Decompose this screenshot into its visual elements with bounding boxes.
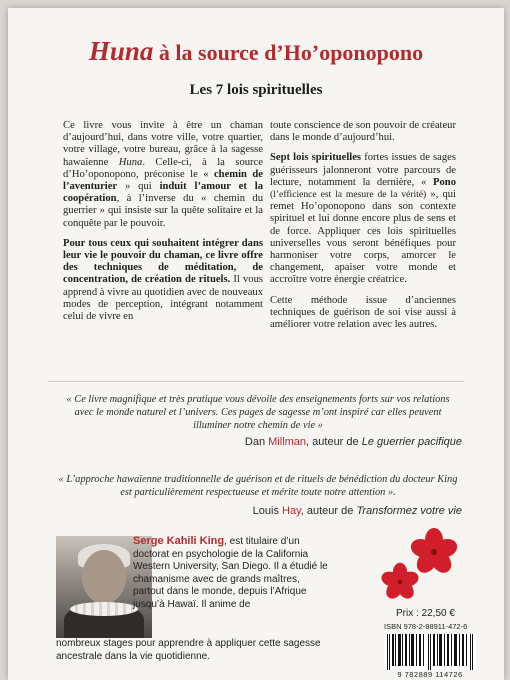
barcode-number: 9 782889 114726 <box>397 670 463 679</box>
isbn-label: ISBN 978-2-88911-472-6 <box>384 622 468 631</box>
testimonial-quote: « Ce livre magnifique et très pratique vous dévoile des enseignements forts sur vos relations avec le monde naturel et l’univers. Ces pages de sagesse m’ont inspiré car elles peuvent illuminer notre chemin de vie » <box>66 394 450 431</box>
price-label: Prix : 22,50 € <box>396 608 455 619</box>
hibiscus-flowers-icon <box>376 528 476 608</box>
testimonial-quote: « L’approche hawaïenne traditionnelle de guérison et de rituels de bénédiction du docteur King est particulièrement respectueuse et mérite toute notre attention ». <box>58 474 458 498</box>
right-text-column <box>270 120 456 339</box>
left-text-column <box>63 120 263 331</box>
testimonial-attribution: Louis Hay, auteur de Transformez votre vie <box>252 505 462 517</box>
testimonial-attribution: Dan Millman, auteur de Le guerrier pacifique <box>244 436 462 448</box>
author-bio-continued: nombreux stages pour apprendre à appliquer cette sagesse ancestrale dans la vie quotidienne. <box>56 638 321 662</box>
paragraph: Pour tous ceux qui souhaitent intégrer dans leur vie le pouvoir du chaman, ce livre offre des techniques de méditation, de concentration, de création de rituels. Il vous apprend à vivre au quotidien avec de nouveaux modes de perception, intégrant notamment celui de vivre en <box>63 237 263 323</box>
divider <box>48 381 464 382</box>
barcode-icon <box>384 634 476 670</box>
paragraph: toute conscience de son pouvoir de créateur dans le monde d’aujourd’hui. <box>270 120 456 144</box>
paragraph: Sept lois spirituelles fortes issues de sages guérisseurs jalonneront votre parcours de lecture, notamment la dernière, « Pono (l’efficience est la mesure de la vérité) », qui remet Ho’oponopono dans son contexte spirituel et lui donne encore plus de sens et de force. Appliquer ces lois spirituelles universelles vous seront bénéfiques pour harmoniser votre corps, amorcer le changement, apaiser votre monde et accroître votre énergie créatrice. <box>270 152 456 286</box>
book-subtitle: Les 7 lois spirituelles <box>189 82 323 98</box>
paragraph: Ce livre vous invite à être un chaman d’aujourd’hui, dans votre ville, votre quartier, votre village, votre bureau, grâce à la sagesse hawaïenne Huna. Celle-ci, à la source d’Ho’oponopono, préconise le « chemin de l’aventurier » qui induit l’amour et la coopération, à l’inverse du « chemin du guerrier » qui insiste sur la quête solitaire et la conquête par le pouvoir. <box>63 120 263 229</box>
back-cover <box>8 8 504 680</box>
author-bio: Serge Kahili King, est titulaire d’un doctorat en psychologie de la California Western University, San Diego. Il a étudié le chamanisme avec de grands maîtres, partout dans le monde, depuis l’Afrique jusqu’à Hawaï. Il anime de <box>133 535 328 610</box>
book-title: Huna à la source d’Ho’oponopono <box>88 36 424 66</box>
paragraph: Cette méthode issue d’anciennes techniques de guérison de soi vise aussi à améliorer votre relation avec les autres. <box>270 294 456 331</box>
